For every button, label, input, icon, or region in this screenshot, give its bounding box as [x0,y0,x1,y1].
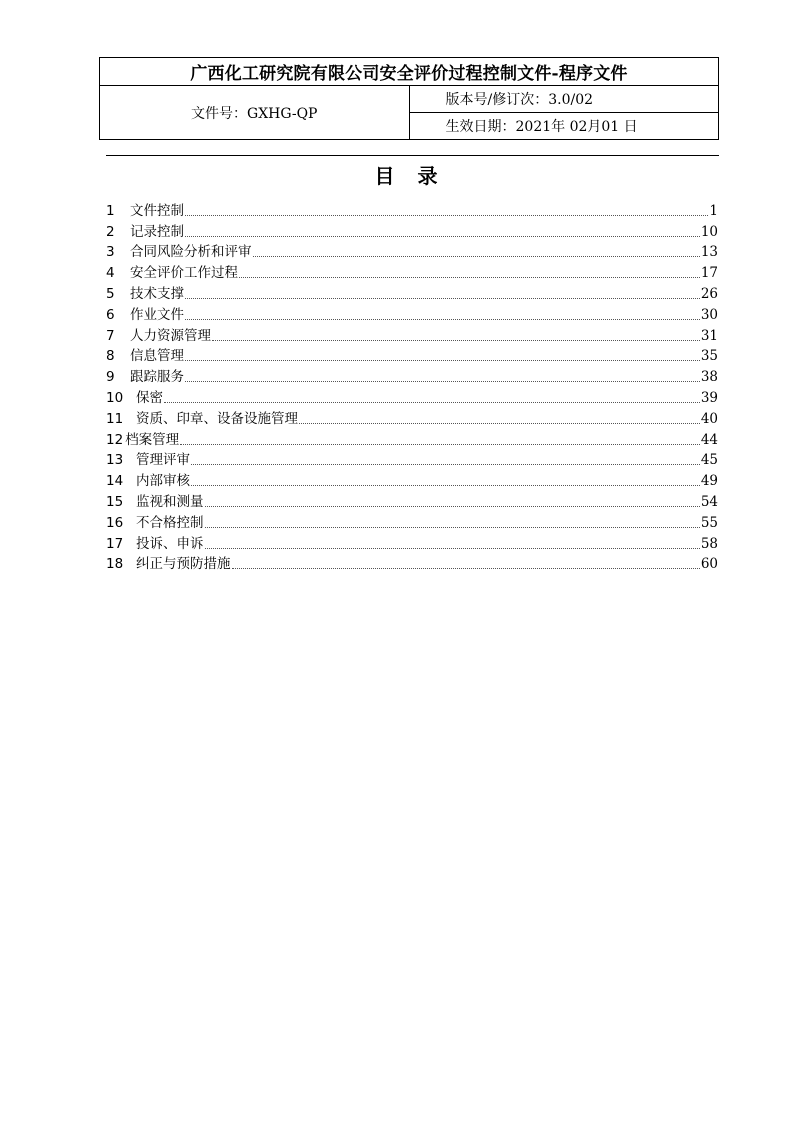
toc-entry-page: 17 [700,265,718,282]
header-divider [106,155,719,156]
toc-entry-title: 跟踪服务 [130,369,184,386]
toc-dot-leader [185,319,700,320]
toc-dot-leader [239,277,700,278]
toc-entry-page: 35 [700,348,718,365]
toc-entry-title: 纠正与预防措施 [136,556,231,573]
toc-entry-number: 13 [106,452,124,469]
toc-entry-11[interactable] [106,406,718,427]
toc-entry-number: 14 [106,473,124,490]
toc-entry-3[interactable] [106,240,718,261]
toc-entry-page: 10 [700,223,718,240]
toc-entry-title: 资质、印章、设备设施管理 [136,410,298,427]
toc-entry-14[interactable] [106,468,718,489]
toc-entry-page: 40 [700,410,718,427]
toc-entry-title: 保密 [136,389,163,406]
toc-dot-leader [185,298,700,299]
toc-dot-leader [205,548,700,549]
toc-entry-2[interactable] [106,219,718,240]
document-header-table [99,57,719,140]
toc-entry-number: 16 [106,514,124,531]
toc-entry-number: 4 [106,265,115,282]
toc-entry-page: 58 [700,535,718,552]
toc-entry-title: 投诉、申诉 [136,535,204,552]
toc-entry-13[interactable] [106,448,718,469]
toc-dot-leader [205,506,700,507]
toc-entry-title: 不合格控制 [136,514,204,531]
toc-entry-page: 49 [700,473,718,490]
document-title: 广西化工研究院有限公司安全评价过程控制文件-程序文件 [100,58,719,86]
toc-entry-page: 54 [700,493,718,510]
toc-entry-title: 档案管理 [125,431,180,448]
toc-entry-title: 安全评价工作过程 [130,265,238,282]
toc-entry-title: 技术支撑 [130,285,184,302]
toc-entry-9[interactable] [106,364,718,385]
toc-entry-number: 10 [106,389,124,406]
toc-entry-4[interactable] [106,260,718,281]
toc-entry-8[interactable] [106,344,718,365]
toc-dot-leader [299,423,700,424]
toc-entry-title: 监视和测量 [136,493,204,510]
toc-entry-number: 3 [106,244,115,261]
toc-entry-number: 5 [106,285,115,302]
toc-entry-title: 人力资源管理 [130,327,211,344]
toc-dot-leader [185,381,700,382]
toc-dot-leader [212,340,700,341]
toc-entry-number: 15 [106,493,124,510]
toc-dot-leader [205,527,700,528]
toc-entry-16[interactable] [106,510,718,531]
toc-entry-number: 9 [106,369,115,386]
version-revision: 版本号/修订次：3.0/02 [409,86,719,113]
toc-entry-number: 18 [106,556,124,573]
toc-entry-title: 作业文件 [130,306,184,323]
effective-date: 生效日期：2021年 02月01 日 [409,113,719,140]
toc-dot-leader [164,402,700,403]
toc-entry-7[interactable] [106,323,718,344]
toc-entry-page: 13 [700,244,718,261]
toc-entry-number: 12 [106,431,124,448]
toc-entry-page: 31 [700,327,718,344]
toc-entry-1[interactable] [106,198,718,219]
toc-dot-leader [180,444,700,445]
toc-entry-number: 2 [106,223,115,240]
toc-entry-number: 17 [106,535,124,552]
toc-entry-page: 55 [700,514,718,531]
toc-entry-title: 文件控制 [130,202,184,219]
toc-entry-page: 39 [700,389,718,406]
toc-entry-title: 信息管理 [130,348,184,365]
toc-entry-title: 记录控制 [130,223,184,240]
toc-dot-leader [191,464,700,465]
toc-entry-number: 7 [106,327,115,344]
toc-entry-page: 30 [700,306,718,323]
toc-dot-leader [185,236,700,237]
toc-entry-page: 45 [700,452,718,469]
toc-dot-leader [253,256,700,257]
toc-dot-leader [232,568,700,569]
toc-entry-title: 管理评审 [136,452,190,469]
toc-entry-title: 合同风险分析和评审 [130,244,252,261]
toc-entry-page: 38 [700,369,718,386]
table-of-contents [106,198,718,572]
toc-entry-number: 11 [106,410,124,427]
toc-entry-page: 26 [700,285,718,302]
toc-dot-leader [185,215,708,216]
toc-entry-number: 8 [106,348,115,365]
toc-entry-page: 60 [700,556,718,573]
toc-entry-18[interactable] [106,552,718,573]
toc-dot-leader [185,360,700,361]
toc-entry-number: 1 [106,202,115,219]
toc-title: 目 录 [374,164,446,188]
toc-entry-12[interactable] [106,427,718,448]
toc-dot-leader [191,485,700,486]
toc-entry-page: 44 [700,431,718,448]
toc-entry-title: 内部审核 [136,473,190,490]
toc-entry-15[interactable] [106,489,718,510]
toc-entry-page: 1 [709,202,718,219]
toc-entry-10[interactable] [106,385,718,406]
toc-entry-5[interactable] [106,281,718,302]
toc-entry-6[interactable] [106,302,718,323]
toc-entry-number: 6 [106,306,115,323]
toc-entry-17[interactable] [106,531,718,552]
document-number: 文件号：GXHG-QP [100,86,410,140]
